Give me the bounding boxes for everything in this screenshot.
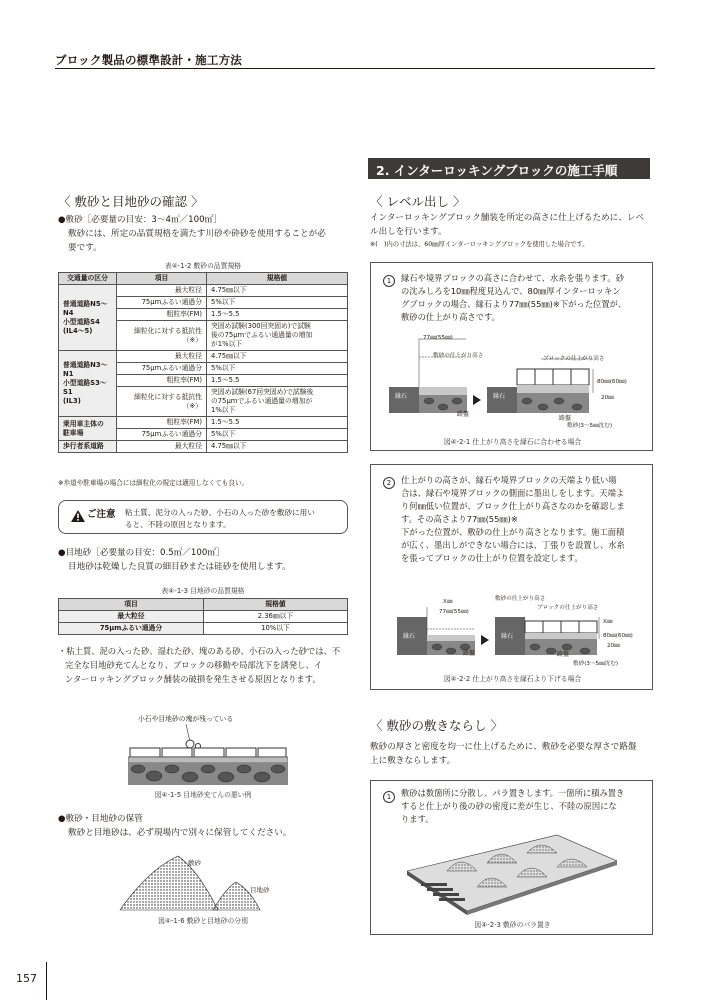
- table-header-cell: 規格値: [204, 599, 348, 611]
- level-text-line: インターロッキングブロック舗装を所定の高さに仕上げるために、レベ: [370, 213, 645, 223]
- fig21-curb2: 縁石: [493, 393, 506, 400]
- level-text-line: ル出しを行います。: [370, 227, 447, 237]
- fig22-roadbed2: 路盤: [557, 651, 570, 658]
- spread-text: [370, 740, 655, 768]
- fig21-block-top: ブロックの仕上がり高さ: [543, 356, 605, 362]
- fig21-roadbed: 路盤: [457, 411, 470, 418]
- value-cell: 1.5～5.5: [207, 417, 348, 429]
- item-cell: 75μmふるい通過分: [117, 297, 207, 309]
- caution-label: ご注意: [87, 509, 116, 520]
- fig22-xmm: X㎜: [443, 599, 453, 605]
- table-header-row: [59, 273, 348, 285]
- step3-line: ります。: [401, 814, 434, 824]
- fig22-sink: 敷砂(3～5㎜沈む): [573, 661, 619, 667]
- bullet-line: 完全な目地砂充てんとなり、ブロックの移動や局部沈下を誘発し、イ: [65, 660, 323, 670]
- storage-item: [58, 812, 348, 840]
- step1-text: [401, 272, 649, 324]
- traffic-category: 普通道路N5～N4 小型道路S4 (IL4～5): [59, 285, 117, 351]
- sand-item-text-2: 要です。: [68, 243, 102, 253]
- item-cell: 最大粒径: [59, 611, 204, 623]
- section-sand-check-heading: 〈 敷砂と目地砂の確認 〉: [58, 194, 204, 209]
- value-cell: 10%以下: [204, 623, 348, 635]
- joint-item-label: ●目地砂［必要量の目安：0.5㎥／100㎡］: [58, 548, 225, 558]
- fig22-curb2: 縁石: [501, 633, 514, 640]
- fig22-xmm2: X㎜: [603, 619, 613, 625]
- warning-triangle-icon: [71, 507, 85, 519]
- step1-box: [370, 262, 653, 451]
- table-row: [59, 285, 348, 297]
- sand-quality-table: [58, 272, 348, 453]
- storage-label: ●敷砂・目地砂の保管: [58, 814, 143, 824]
- fig22-dim80: 80㎜(60㎜): [603, 633, 633, 639]
- value-cell: 突固め試験(300回突固め)で試験 後の75μmでふるい通過量の増加 が1%以下: [207, 321, 348, 351]
- table-row: [59, 441, 348, 453]
- page-header-title: ブロック製品の標準設計・施工方法: [55, 53, 242, 67]
- bullet-line: ・粘土質、泥の入った砂、湿れた砂、塊のある砂、小石の入った砂では、不: [58, 646, 341, 656]
- joint-item: [58, 546, 348, 574]
- sand-item-label: ●敷砂［必要量の目安：3～4㎥／100㎡］: [58, 215, 222, 225]
- table-row: [59, 611, 348, 623]
- sand-item: [58, 213, 348, 255]
- fig21-dim77: 77㎜(55㎜): [423, 335, 453, 341]
- step2-line: 合は、縁石や境界ブロックの側面に墨出しをします。天端よ: [401, 488, 625, 498]
- section-title-bar: 2. インターロッキングブロックの施工手順: [368, 158, 650, 179]
- fig22-curb: 縁石: [403, 633, 416, 640]
- item-cell: 最大粒径: [117, 441, 207, 453]
- bad-joint-fill-illustration: [128, 724, 288, 786]
- level-note: ※( )内の寸法は、60㎜厚インターロッキングブロックを使用した場合です。: [370, 241, 589, 248]
- step1-line: 敷砂の仕上がり高さです。: [401, 312, 500, 322]
- caution-text-2: ると、不陸の原因となります。: [125, 520, 231, 529]
- fig6-label-sand: 敷砂: [188, 859, 201, 867]
- joint-sand-bullet: [58, 644, 348, 686]
- fig21-dim20: 20㎜: [601, 395, 614, 401]
- value-cell: 1.5～5.5: [207, 309, 348, 321]
- caution-text-1: 粘土質、泥分の入った砂、小石の入った砂を敷砂に用い: [125, 508, 315, 517]
- step2-text: [401, 474, 649, 565]
- caution-box: [58, 500, 348, 534]
- fig23-caption: 図④-2-3 敷砂のパラ置き: [474, 921, 551, 929]
- table-header-row: [59, 599, 348, 611]
- step3-box: [370, 780, 653, 935]
- table-header-cell: 項目: [117, 273, 207, 285]
- step1-line: の沈みしろを10㎜程度見込んで、80㎜厚インターロッキン: [401, 286, 621, 296]
- step2-line: り何㎜低い位置が、ブロック仕上がり高さなのかを確認しま: [401, 501, 625, 511]
- item-cell: 粗粒率(FM): [117, 309, 207, 321]
- fig6-caption: 図④-1-6 敷砂と目地砂の分別: [158, 917, 248, 925]
- value-cell: 1.5～5.5: [207, 375, 348, 387]
- traffic-category: 普通道路N3～N1 小型道路S3～S1 (IL3): [59, 351, 117, 417]
- table-row: [59, 351, 348, 363]
- value-cell: 4.75㎜以下: [207, 285, 348, 297]
- item-cell: 細粒化に対する抵抗性 （※）: [117, 387, 207, 417]
- fig5-caption: 図④-1-5 目地砂充てんの悪い例: [154, 791, 252, 799]
- joint-sand-quality-table: [58, 598, 348, 635]
- step2-line: す。その高さより77㎜(55㎜)※: [401, 514, 518, 524]
- table-header-cell: 規格値: [207, 273, 348, 285]
- step2-box: [370, 464, 653, 690]
- fig21-curb: 縁石: [395, 393, 408, 400]
- fig21-sink: 敷砂(3～5㎜沈む): [567, 423, 613, 429]
- sand-piles-illustration: [118, 850, 288, 912]
- spread-heading: 〈 敷砂の敷きならし 〉: [370, 718, 503, 733]
- item-cell: 最大粒径: [117, 285, 207, 297]
- fig22-roadbed: 路盤: [463, 650, 476, 657]
- table1-note: ※歩道や駐車場の場合には細粒化の規定は適用しなくても良い。: [58, 479, 249, 487]
- header-rule: [55, 68, 655, 69]
- item-cell: 細粒化に対する抵抗性 （※）: [117, 321, 207, 351]
- value-cell: 突固め試験(67回突固め)で試験後 の75μmでふるい通過量の増加が 1%以下: [207, 387, 348, 417]
- traffic-category: 乗用車主体の 駐車場: [59, 417, 117, 441]
- fig21-dim80: 80㎜(60㎜): [597, 379, 627, 385]
- fig22-dim77: 77㎜(55㎜): [439, 609, 469, 615]
- step3-line: すると仕上がり後の砂の密度に差が生じ、不陸の原因にな: [401, 801, 617, 811]
- table-row: [59, 417, 348, 429]
- fig22-dim20: 20㎜: [607, 643, 620, 649]
- page-number: 157: [16, 972, 37, 985]
- fig22-block-top: ブロックの仕上がり高さ: [537, 605, 599, 611]
- step3-line: 敷砂は数箇所に分散し、パラ置きします。一箇所に積み置き: [401, 788, 625, 798]
- step2-line: 下がった位置が、敷砂の仕上がり高さとなります。施工面積: [401, 527, 625, 537]
- joint-item-text: 目地砂は乾燥した良質の細目砂または硅砂を使用します。: [68, 562, 291, 572]
- value-cell: 2.36㎜以下: [204, 611, 348, 623]
- item-cell: 粗粒率(FM): [117, 375, 207, 387]
- table2-caption: 表④-1-3 目地砂の品質規格: [161, 587, 245, 595]
- table1-caption: 表④-1-2 敷砂の品質規格: [164, 262, 242, 270]
- item-cell: 75μmふるい通過分: [117, 429, 207, 441]
- level-heading: 〈 レベル出し 〉: [370, 194, 466, 209]
- step3-number: 1: [383, 791, 395, 803]
- storage-text: 敷砂と目地砂は、必ず現場内で別々に保管してください。: [68, 828, 292, 838]
- table-header-cell: 項目: [59, 599, 204, 611]
- value-cell: 4.75㎜以下: [207, 351, 348, 363]
- sand-piles-spread-illustration: [407, 831, 617, 915]
- step2-line: 仕上がりの高さが、縁石や境界ブロックの天端より低い場: [401, 475, 617, 485]
- step1-number: 1: [383, 275, 395, 287]
- traffic-category: 歩行者系道路: [59, 441, 117, 453]
- step1-line: 縁石や境界ブロックの高さに合わせて、水糸を張ります。砂: [401, 273, 625, 283]
- fig22-sand-top: 敷砂の仕上がり高さ: [495, 596, 546, 602]
- step3-text: [401, 787, 649, 826]
- fig5-label: 小石や目地砂の塊が残っている: [138, 715, 234, 723]
- item-cell: 最大粒径: [117, 351, 207, 363]
- spread-text-line: 上に敷きならします。: [370, 756, 456, 766]
- page-number-rule: [46, 962, 47, 1000]
- item-cell: 粗粒率(FM): [117, 417, 207, 429]
- value-cell: 5%以下: [207, 297, 348, 309]
- value-cell: 5%以下: [207, 363, 348, 375]
- fig21-roadbed2: 路盤: [559, 415, 572, 422]
- value-cell: 5%以下: [207, 429, 348, 441]
- item-cell: 75μmふるい通過分: [117, 363, 207, 375]
- level-text: [370, 211, 655, 239]
- step2-line: が広く、墨出しができない場合には、丁張りを設置し、水糸: [401, 540, 625, 550]
- fig21-sand-top: 敷砂の仕上がり高さ: [433, 353, 484, 359]
- value-cell: 4.75㎜以下: [207, 441, 348, 453]
- fig22-caption: 図④-2-2 仕上がり高さを縁石より下げる場合: [443, 675, 582, 683]
- spread-text-line: 敷砂の厚さと密度を均一に仕上げるために、敷砂を必要な厚さで路盤: [370, 742, 637, 752]
- step2-number: 2: [383, 477, 395, 489]
- item-cell: 75μmふるい通過分: [59, 623, 204, 635]
- fig21-caption: 図④-2-1 仕上がり高さを縁石に合わせる場合: [443, 438, 582, 446]
- step2-line: を張ってブロックの仕上がり位置を設定します。: [401, 553, 583, 563]
- sand-item-text-1: 敷砂には、所定の品質規格を満たす川砂や砕砂を使用することが必: [68, 229, 326, 239]
- step1-line: グブロックの場合、縁石より77㎜(55㎜)※下がった位置が、: [401, 299, 627, 309]
- table-header-cell: 交通量の区分: [59, 273, 117, 285]
- fig6-label-joint: 目地砂: [250, 886, 270, 894]
- bullet-line: ンターロッキングブロック舗装の破損を発生させる原因となります。: [65, 674, 321, 684]
- table-row: [59, 623, 348, 635]
